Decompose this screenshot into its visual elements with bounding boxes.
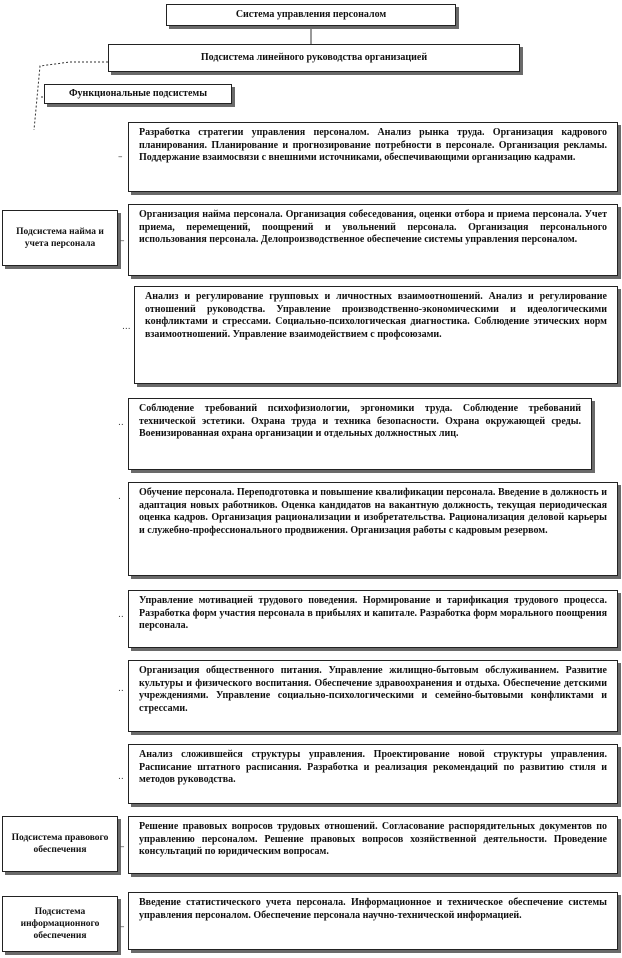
connector-mark: – bbox=[118, 152, 123, 162]
legal-subsystem-label: Подсистема правового обеспечения bbox=[2, 816, 118, 872]
safety-block: Соблюдение требований психофизиологии, эргономики труда. Соблюдение требований технической эстетики. Охрана труда и техника безопасности. Охрана окружающей среды. Военизированная охрана организации и отдельных должностных лиц. bbox=[128, 398, 592, 470]
functional-subsystems-box bbox=[44, 84, 232, 104]
social-block: Организация общественного питания. Управление жилищно-бытовым обслуживанием. Развитие культуры и физического воспитания. Обеспечение здравоохранения и отдыха. Обеспечение детскими учреждениями. Управление социально-психологическими и семейно-бытовыми конфликтами и стрессами. bbox=[128, 660, 618, 732]
connector-mark: – bbox=[120, 842, 125, 852]
connector-mark: .. bbox=[118, 772, 124, 782]
structure-block: Анализ сложившейся структуры управления. Проектирование новой структуры управления. Расписание штатного расписания. Разработка и реализация рекомендаций по развитию стиля и методов руководства. bbox=[128, 744, 618, 804]
connector-mark: . bbox=[118, 492, 121, 502]
connector-mark: – bbox=[120, 922, 125, 932]
connector-mark: – bbox=[120, 236, 125, 246]
title-text: Система управления персоналом bbox=[235, 9, 387, 20]
title-box bbox=[166, 4, 456, 26]
relations-block: Анализ и регулирование групповых и личностных взаимоотношений. Анализ и регулирование отношений руководства. Управление производственно-экономическими и идеологическими конфликтами и стрессами. Социально-психологическая диагностика. Соблюдение этических норм взаимоотношений. Управление взаимодействием с профсоюзами. bbox=[134, 286, 618, 384]
hiring-subsystem-label: Подсистема найма и учета персонала bbox=[2, 210, 118, 266]
linear-subsystem-text: Подсистема линейного руководства организацией bbox=[200, 52, 428, 63]
strategy-block: Разработка стратегии управления персоналом. Анализ рынка труда. Организация кадрового планирования. Планирование и прогнозирование потребности в персонале. Организация рекламы. Поддержание взаимосвязи с внешними источниками, обеспечивающими организацию кадрами. bbox=[128, 122, 618, 192]
functional-subsystems-text: Функциональные подсистемы bbox=[68, 88, 208, 99]
connector-mark: .. bbox=[118, 684, 124, 694]
information-block: Введение статистического учета персонала. Информационное и техническое обеспечение системы управления персоналом. Обеспечение персонала научно-технической информацией. bbox=[128, 892, 618, 950]
connector-mark: .. bbox=[118, 418, 124, 428]
training-block: Обучение персонала. Переподготовка и повышение квалификации персонала. Введение в должность и адаптация новых работников. Оценка кандидатов на вакантную должность, текущая периодическая оценка кадров. Организация рационализации и изобретательства. Рационализация деловой карьеры и служебно-профессионального продвижения. Организация работы с кадровым резервом. bbox=[128, 482, 618, 576]
legal-block: Решение правовых вопросов трудовых отношений. Согласование распорядительных документов по управлению персоналом. Решение правовых вопросов хозяйственной деятельности. Проведение консультаций по юридическим вопросам. bbox=[128, 816, 618, 874]
hiring-block: Организация найма персонала. Организация собеседования, оценки отбора и приема персонала. Учет приема, перемещений, поощрений и увольнений персонала. Организация персонального использования персонала. Делопроизводственное обеспечение системы управления персоналом. bbox=[128, 204, 618, 276]
connector-mark: .. bbox=[118, 610, 124, 620]
connector-mark: ... bbox=[122, 322, 131, 332]
linear-subsystem-box bbox=[108, 44, 520, 72]
motivation-block: Управление мотивацией трудового поведения. Нормирование и тарификация трудового процесса. Разработка форм участия персонала в прибылях и капитале. Разработка форм морального поощрения персонала. bbox=[128, 590, 618, 648]
information-subsystem-label: Подсистема информационного обеспечения bbox=[2, 896, 118, 952]
